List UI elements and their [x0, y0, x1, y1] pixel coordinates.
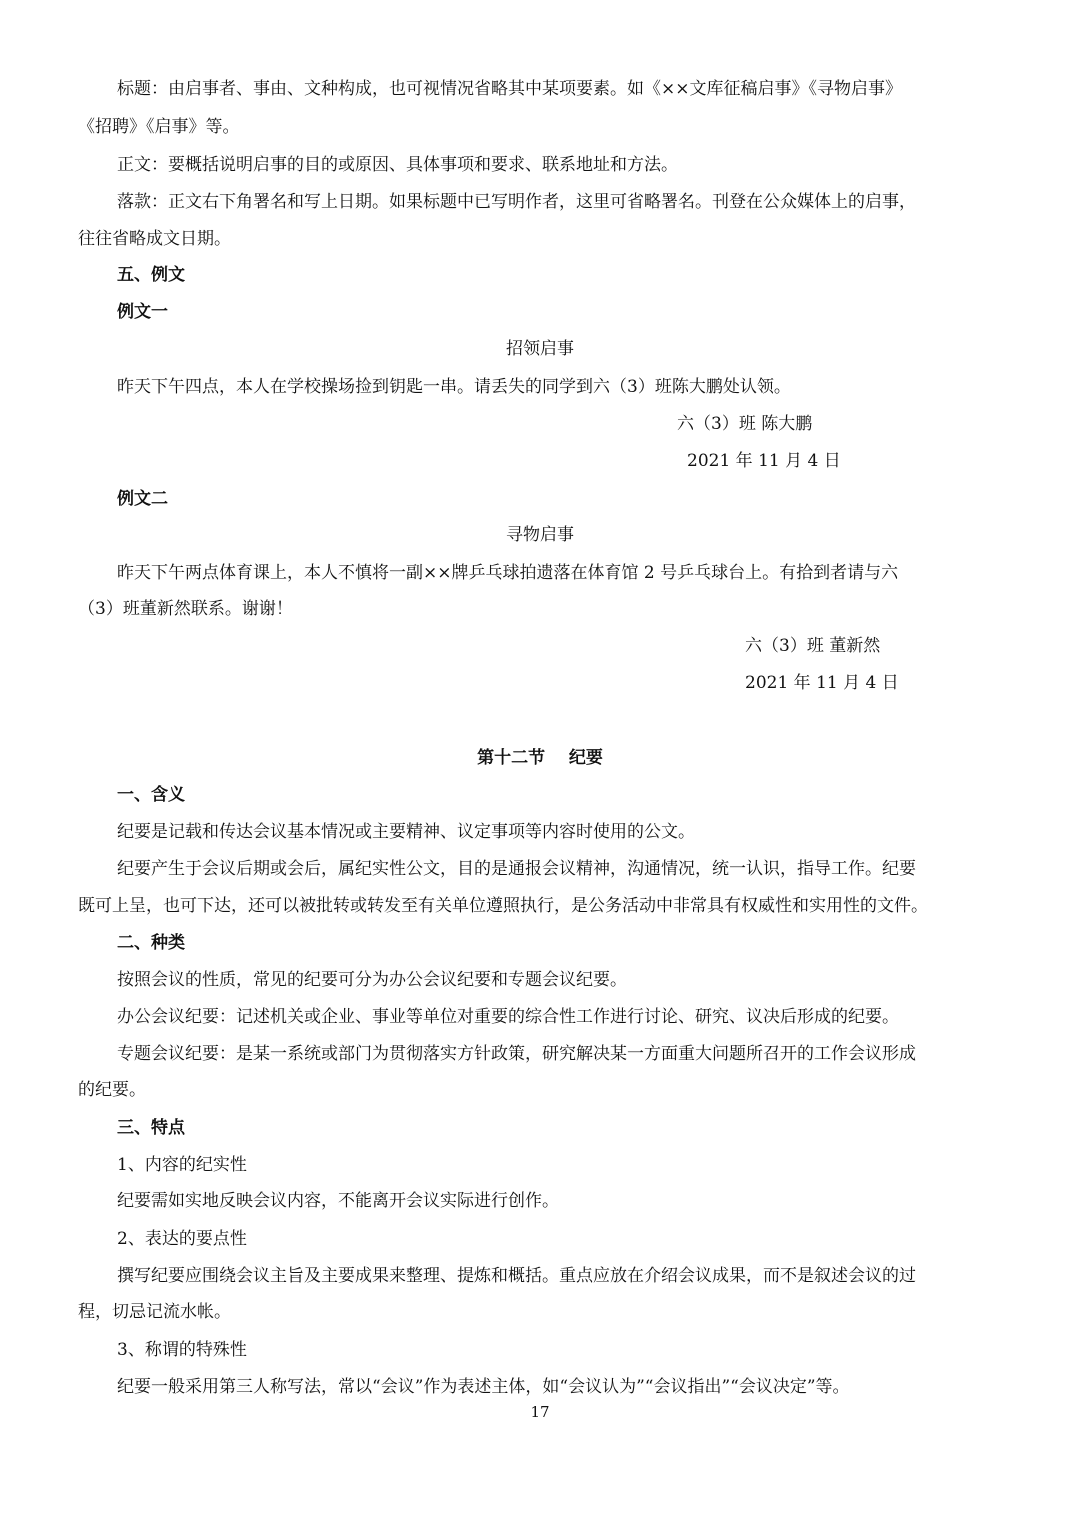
paragraph-meaning: 纪要是记载和传达会议基本情况或主要精神、议定事项等内容时使用的公文。 — [117, 822, 695, 842]
paragraph-sign-rule: 落款：正文右下角署名和写上日期。如果标题中已写明作者，这里可省略署名。刊登在公众媒体上的启事， — [117, 192, 916, 212]
example-two-body-cont: （3）班董新然联系。谢谢！ — [78, 599, 293, 619]
example-two-date: 2021 年 11 月 4 日 — [745, 673, 899, 693]
feature-three-heading: 3、称谓的特殊性 — [117, 1340, 247, 1360]
example-one-title: 招领启事 — [506, 339, 574, 359]
paragraph-topic-minutes-cont: 的纪要。 — [78, 1080, 146, 1100]
example-two-body: 昨天下午两点体育课上，本人不慎将一副××牌乒乓球拍遗落在体育馆 2 号乒乓球台上。有拾到者请与六 — [117, 563, 899, 583]
page-number: 17 — [530, 1403, 550, 1421]
example-two-label: 例文二 — [117, 489, 168, 509]
paragraph-office-minutes: 办公会议纪要：记述机关或企业、事业等单位对重要的综合性工作进行讨论、研究、议决后形成的纪要。 — [117, 1007, 899, 1027]
feature-two-text: 撰写纪要应围绕会议主旨及主要成果来整理、提炼和概括。重点应放在介绍会议成果，而不是叙述会议的过 — [117, 1266, 916, 1286]
paragraph-types: 按照会议的性质，常见的纪要可分为办公会议纪要和专题会议纪要。 — [117, 970, 627, 990]
paragraph-sign-rule-cont: 往往省略成文日期。 — [78, 229, 231, 249]
paragraph-purpose-cont: 既可上呈，也可下达，还可以被批转或转发至有关单位遵照执行，是公务活动中非常具有权威性和实用性的文件。 — [78, 896, 928, 916]
example-two-signer: 六（3）班 董新然 — [745, 636, 881, 656]
example-one-label: 例文一 — [117, 302, 168, 322]
section-heading-examples: 五、例文 — [117, 265, 185, 285]
heading-types: 二、种类 — [117, 933, 185, 953]
feature-one-heading: 1、内容的纪实性 — [117, 1155, 247, 1175]
chapter-title: 第十二节 纪要 — [477, 748, 603, 768]
example-one-body: 昨天下午四点，本人在学校操场捡到钥匙一串。请丢失的同学到六（3）班陈大鹏处认领。 — [117, 377, 791, 397]
feature-two-text-cont: 程，切忌记流水帐。 — [78, 1302, 231, 1322]
example-one-date: 2021 年 11 月 4 日 — [687, 451, 841, 471]
feature-one-text: 纪要需如实地反映会议内容，不能离开会议实际进行创作。 — [117, 1191, 559, 1211]
example-two-title: 寻物启事 — [506, 525, 574, 545]
heading-features: 三、特点 — [117, 1118, 185, 1138]
feature-three-text: 纪要一般采用第三人称写法，常以“会议”作为表述主体，如“会议认为”“会议指出”“会议决定”等。 — [117, 1377, 850, 1397]
paragraph-body-rule: 正文：要概括说明启事的目的或原因、具体事项和要求、联系地址和方法。 — [117, 155, 678, 175]
paragraph-title-rule-cont: 《招聘》《启事》等。 — [78, 117, 240, 137]
feature-two-heading: 2、表达的要点性 — [117, 1229, 247, 1249]
paragraph-topic-minutes: 专题会议纪要：是某一系统或部门为贯彻落实方针政策，研究解决某一方面重大问题所召开的工作会议形成 — [117, 1044, 916, 1064]
paragraph-purpose: 纪要产生于会议后期或会后，属纪实性公文，目的是通报会议精神，沟通情况，统一认识，指导工作。纪要 — [117, 859, 916, 879]
heading-meaning: 一、含义 — [117, 785, 185, 805]
example-one-signer: 六（3）班 陈大鹏 — [677, 414, 813, 434]
paragraph-title-rule: 标题：由启事者、事由、文种构成，也可视情况省略其中某项要素。如《××文库征稿启事》《寻物启事》 — [117, 79, 902, 99]
